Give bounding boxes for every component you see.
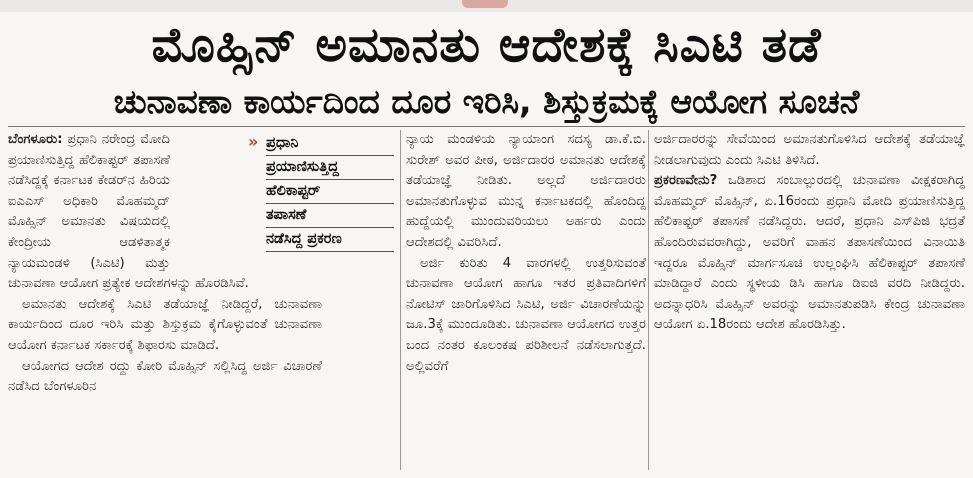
pullquote-line: ಪ್ರಯಾಣಿಸುತ್ತಿದ್ದ xyxy=(266,156,394,180)
headline: ಮೊಹ್ಸಿನ್ ಅಮಾನತು ಆದೇಶಕ್ಕೆ ಸಿಎಟಿ ತಡೆ xyxy=(151,17,822,73)
pullquote-text xyxy=(266,132,394,252)
dateline: ಬೆಂಗಳೂರು: xyxy=(8,132,63,147)
paragraph: ಅಮಾನತು ಆದೇಶಕ್ಕೆ ಸಿಎಟಿ ತಡೆಯಾಜ್ಞೆ ನೀಡಿದ್ದರೆ, ಚುನಾವಣಾ ಕಾರ್ಯದಿಂದ ದೂರ ಇರಿಸಿ ಮತ್ತು ಶಿಸ್ತುಕ್ರಮ ಕೈಗೊಳ್ಳುವಂತೆ ಚುನಾವಣಾ ಆಯೋಗ ಕರ್ನಾಟಕ ಸರ್ಕಾರಕ್ಕೆ ಶಿಫಾರಸು ಮಾಡಿದೆ. xyxy=(8,296,322,353)
paragraph: ಅರ್ಜಿ ಕುರಿತು 4 ವಾರಗಳಲ್ಲಿ ಉತ್ತರಿಸುವಂತೆ ಚುನಾವಣಾ ಆಯೋಗ ಹಾಗೂ ಇತರ ಪ್ರತಿವಾದಿಗಳಿಗೆ ನೋಟಿಸ್ ಜಾರಿಗೊಳಿಸಿದ ಸಿಎಟಿ, ಅರ್ಜಿ ವಿಚಾರಣೆಯನ್ನು ಜೂ.3ಕ್ಕೆ ಮುಂದೂಡಿತು. ಚುನಾವಣಾ ಆಯೋಗದ ಉತ್ತರ ಬಂದ ನಂತರ ಕೂಲಂಕಷ ಪರಿಶೀಲನೆ ನಡೆಸಲಾಗುತ್ತದೆ. ಅಲ್ಲಿವರೆಗೆ xyxy=(406,255,646,374)
pullquote-line: ನಡೆಸಿದ್ದ ಪ್ರಕರಣ xyxy=(266,228,394,252)
headline-divider xyxy=(8,126,965,127)
pullquote-line: ಹೆಲಿಕಾಪ್ಟರ್ xyxy=(266,180,394,204)
page-top-strip xyxy=(0,0,973,12)
article-column-3 xyxy=(654,130,965,476)
column-divider xyxy=(400,130,401,470)
top-edge-mark xyxy=(462,0,508,8)
paragraph: ಆಯೋಗದ ಆದೇಶ ರದ್ದು ಕೋರಿ ಮೊಹ್ಸಿನ್ ಸಲ್ಲಿಸಿದ್ದ ಅರ್ಜಿ ವಿಚಾರಣೆ ನಡೆಸಿದ ಬೆಂಗಳೂರಿನ xyxy=(8,358,322,395)
pullquote-line: ಪ್ರಧಾನಿ xyxy=(266,132,394,156)
pullquote-line: ತಪಾಸಣೆ xyxy=(266,204,394,228)
paragraph-text: ಪ್ರಧಾನಿ ನರೇಂದ್ರ ಮೋದಿ ಪ್ರಯಾಣಿಸುತ್ತಿದ್ದ ಹೆಲಿಕಾಪ್ಟರ್ ತಪಾಸಣೆ ನಡೆಸಿದ್ದಕ್ಕೆ ಕರ್ನಾಟಕ ಕೇಡರ್‌ನ ಹಿರಿಯ ಐಎಎಸ್ ಅಧಿಕಾರಿ ಮೊಹಮ್ಮದ್ ಮೊಹ್ಸಿನ್ ಅಮಾನತು ವಿಷಯದಲ್ಲಿ ಕೇಂದ್ರೀಯ ಆಡಳಿತಾತ್ಮಕ ನ್ಯಾಯಮಂಡಳಿ (ಸಿಎಟಿ) ಮತ್ತು ಚುನಾವಣಾ ಆಯೋಗ ಪ್ರತ್ಯೇಕ ಆದೇಶಗಳನ್ನು ಹೊರಡಿಸಿವೆ. xyxy=(8,132,249,292)
subheadline: ಚುನಾವಣಾ ಕಾರ್ಯದಿಂದ ದೂರ ಇರಿಸಿ, ಶಿಸ್ತುಕ್ರಮಕ್ಕೆ ಆಯೋಗ ಸೂಚನೆ xyxy=(113,82,860,121)
pullquote-marker-icon: » xyxy=(248,132,259,151)
paragraph: ನ್ಯಾಯ ಮಂಡಳಿಯ ನ್ಯಾಯಾಂಗ ಸದಸ್ಯ ಡಾ.ಕೆ.ಬಿ. ಸುರೇಶ್ ಅವರ ಪೀಠ, ಅರ್ಜಿದಾರರ ಅಮಾನತು ಆದೇಶಕ್ಕೆ ತಡೆಯಾಜ್ಞೆ ನೀಡಿತು. ಅಲ್ಲದೆ ಅರ್ಜಿದಾರರು ಅಮಾನತುಗೊಳ್ಳುವ ಮುನ್ನ ಕರ್ನಾಟಕದಲ್ಲಿ ಹೊಂದಿದ್ದ ಹುದ್ದೆಯಲ್ಲಿ ಮುಂದುವರಿಯಲು ಅರ್ಹರು ಎಂದು ಆದೇಶದಲ್ಲಿ ವಿವರಿಸಿದೆ. xyxy=(406,132,646,250)
paragraph xyxy=(654,171,965,336)
section-lead: ಪ್ರಕರಣವೇನು? xyxy=(654,173,718,189)
article-column-2 xyxy=(406,130,646,476)
pullquote xyxy=(248,132,396,264)
paragraph-text: ಒಡಿಶಾದ ಸಂಬಾಲ್ಪುರದಲ್ಲಿ ಚುನಾವಣಾ ವೀಕ್ಷಕರಾಗಿದ್ದ ಮೊಹಮ್ಮದ್ ಮೊಹ್ಸಿನ್, ಏ.16ರಂದು ಪ್ರಧಾನಿ ಮೋದಿ ಪ್ರಯಾಣಿಸುತ್ತಿದ್ದ ಹೆಲಿಕಾಪ್ಟರ್ ತಪಾಸಣೆ ನಡೆಸಿದ್ದರು. ಆದರೆ, ಪ್ರಧಾನಿ ಎಸ್‌ಪಿಜಿ ಭದ್ರತೆ ಹೊಂದಿರುವವರಾಗಿದ್ದು, ಅವರಿಗೆ ವಾಹನ ತಪಾಸಣೆಯಿಂದ ವಿನಾಯಿತಿ ಇದ್ದರೂ ಮೊಹ್ಸಿನ್ ಮಾರ್ಗಸೂಚಿ ಉಲ್ಲಂಘಿಸಿ ಹೆಲಿಕಾಪ್ಟರ್ ತಪಾಸಣೆ ಮಾಡಿದ್ದಾರೆ ಎಂದು ಸ್ಥಳೀಯ ಡಿಸಿ ಹಾಗೂ ಡಿಐಜಿ ವರದಿ ನೀಡಿದ್ದರು. ಅದನ್ನಾಧರಿಸಿ ಮೊಹ್ಸಿನ್ ಅವರನ್ನು ಅಮಾನತುಪಡಿಸಿ ಕೇಂದ್ರ ಚುನಾವಣಾ ಆಯೋಗ ಏ.18ರಂದು ಆದೇಶ ಹೊರಡಿಸಿತ್ತು. xyxy=(654,173,965,333)
paragraph: ಅರ್ಜಿದಾರರನ್ನು ಸೇವೆಯಿಂದ ಅಮಾನತುಗೊಳಿಸಿದ ಆದೇಶಕ್ಕೆ ತಡೆಯಾಜ್ಞೆ ನೀಡಲಾಗುವುದು ಎಂದು ಸಿಎಟಿ ತಿಳಿಸಿದೆ. xyxy=(654,132,965,168)
column-divider xyxy=(648,130,649,470)
